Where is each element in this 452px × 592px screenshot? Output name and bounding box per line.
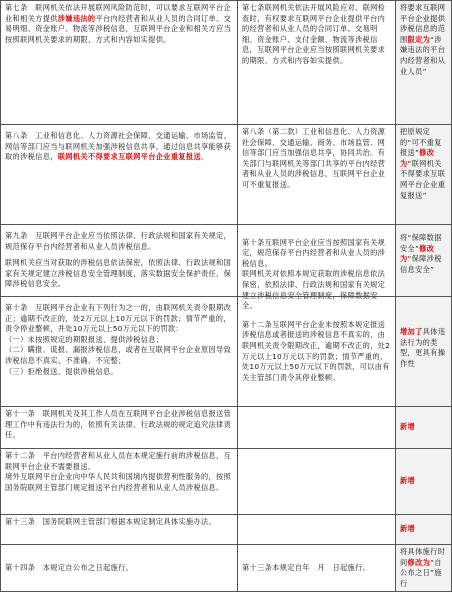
note-text: 把原规定的“可不重复报送” <box>400 127 442 158</box>
old-text: （二）瞒报、谎报、漏报涉税信息，或者在互联网平台企业原因导致涉税信息不真实、不准确、不完整； <box>5 345 232 365</box>
new-text: 第七条联网机关依法开展风险应对、联网检查时，有权要求互联网平台企业提供平台内的经营者和从业人员的合同订单、交易明细、资金账户、支付金额、物流等涉税信息，互联网平台企业应当按照联网机关要求的期限、方式和内容如实提供。 <box>242 3 386 65</box>
new-text: 第十条互联网平台企业应当按照国家有关规定，规范保存平台内经营者和从业人员的涉税信息。 联网机关对依照本规定获取的涉税信息依法保密，依照法律、行政法规和国家有关规定建立涉税信息安全管理制度，保障数据安全。 <box>242 237 386 311</box>
note-cell <box>395 297 452 406</box>
note-cell <box>395 125 452 224</box>
note-keyword: 修改为 <box>400 243 435 264</box>
note-keyword: 新增 <box>400 524 416 534</box>
note-text: “涉嫌违法的平台内经营者和从业人员” <box>400 34 446 76</box>
note-cell <box>395 225 452 296</box>
new-provision-cell <box>237 125 395 224</box>
note-cell <box>395 407 452 448</box>
note-cell <box>395 1 452 124</box>
old-text: 。 <box>200 152 209 162</box>
note-keyword: 修改为 <box>407 557 431 567</box>
new-provision-cell <box>237 297 395 406</box>
note-text: 将具体施行时间 <box>400 547 446 567</box>
new-provision-cell <box>237 515 395 544</box>
old-text: （三）拒绝报送、提供涉税信息。 <box>5 366 119 376</box>
old-text: 联网机关应当对获取的涉税信息依法保密，依照法律、行政法规和国家有关规定建立涉税信息安全管理制度，落实数据安全保护责任，保障涉税信息安全。 <box>5 258 232 289</box>
note-keyword: 修改为 <box>400 148 435 168</box>
note-text: 将要求互联网平台企业提供涉税信息的范围 <box>400 3 446 44</box>
old-provision-cell <box>0 125 237 224</box>
old-text: 平台内经营者和从业人员的合同订单、交易明细、资金账户、物流等涉税信息，互联网平台企业和相关方应当按照联网机关要求的期限、方式和内容如实提供。 <box>5 13 232 44</box>
note-text: “保障涉税信息安全” <box>400 254 442 274</box>
note-cell <box>395 545 452 592</box>
old-text: 第十三条 国务院联网主管部门根据本规定制定具体实施办法。 <box>5 517 217 526</box>
note-text: 将“保障数据安全” <box>400 233 442 253</box>
new-provision-cell <box>237 449 395 514</box>
highlight-text: 联网机关不得要求互联网平台企业重复报送 <box>57 152 201 162</box>
note-keyword: 新增 <box>400 422 416 432</box>
old-provision-cell <box>0 515 237 544</box>
table-row <box>0 544 452 592</box>
table-row <box>0 124 452 224</box>
old-text: 第九条 互联网平台企业应当依照法律、行政法规和国家有关规定，规范保存平台内经营者和从业人员涉税信息。 <box>5 231 232 251</box>
old-provision-cell <box>0 545 237 592</box>
note-cell <box>395 449 452 514</box>
new-provision-cell <box>237 407 395 448</box>
old-text: 第八条 工业和信息化、人力资源社会保障、交通运输、市场监管、网信等部门应当与联网机关加强涉税信息共享，通过信息共享能够获取的涉税信息， <box>5 131 232 162</box>
note-text: “自公布之日”施行 <box>400 557 442 588</box>
old-text: 第七条 联网机关依法开展联网风险防范时，可以要求互联网平台企业和相关方提供 <box>5 3 232 23</box>
old-provision-cell <box>0 297 237 406</box>
new-text: 第十三条本规定自年 月 日起施行。 <box>242 563 371 573</box>
table-row <box>0 0 452 124</box>
table-row <box>0 406 452 448</box>
new-provision-cell <box>237 545 395 592</box>
old-text: 第十条 互联网平台企业有下列行为之一的，由联网机关责令限期改正；逾期不改正的，处2万元以上10万元以下的罚款；情节严重的，责令停业整顿，并处10万元以上50万元以下的罚款： <box>5 303 232 334</box>
highlight-text: 涉嫌违法的 <box>57 13 96 23</box>
new-text: 第十二条互联网平台企业未按照本规定报送涉税信息或者报送的涉税信息不真实的，由联网机关责令限期改正，逾期不改正的，处2万元以上10万元以下的罚款；情节严重的，处10万元以上50万元以下的罚款，可以由有关主管部门责令其停业整顿。 <box>242 319 391 382</box>
old-text: （一）未按照规定的期限报送、提供涉税信息； <box>5 334 164 344</box>
new-provision-cell <box>237 1 395 124</box>
old-text: 第十二条 平台内经营者和从业人员在本规定施行前的涉税信息，互联网平台企业不需要报送。 <box>5 451 232 471</box>
new-provision-cell <box>237 225 395 311</box>
note-keyword: 增加了 <box>400 327 423 336</box>
note-text: 具体违法行为的类型，更具有操作性 <box>400 327 446 368</box>
table-row <box>0 448 452 514</box>
new-text: 第八条（第二款）工业和信息化、人力资源社会保障、交通运输、商务、市场监管、网信等部门应当加强信息共享，协同共治。有关部门与联网机关等部门共享的平台内经营者和从业人员的涉税信息，互联网平台企业可不重复报送。 <box>242 127 386 189</box>
note-cell <box>395 515 452 544</box>
old-provision-cell <box>0 449 237 514</box>
note-keyword: 限定为 <box>407 34 431 44</box>
note-text: “联网机关不得要求互联网平台企业重复报送” <box>400 158 446 200</box>
table-row <box>0 514 452 544</box>
old-provision-cell <box>0 1 237 124</box>
old-provision-cell <box>0 225 237 296</box>
old-provision-cell <box>0 407 237 448</box>
old-text: 第十四条 本规定自公布之日起施行。 <box>5 563 134 573</box>
old-text: 第十一条 联网机关及其工作人员在互联网平台企业涉税信息报送管理工作中有违法行为的，依照有关法律、行政法规的规定追究法律责任。 <box>5 409 232 440</box>
table-row <box>0 296 452 406</box>
note-keyword: 新增 <box>400 476 416 486</box>
old-text: 境外互联网平台企业向中华人民共和国境内提供营利性服务的，按照国务院联网主管部门规定报送平台内经营者和从业人员涉税信息。 <box>5 472 232 492</box>
table-row <box>0 224 452 311</box>
